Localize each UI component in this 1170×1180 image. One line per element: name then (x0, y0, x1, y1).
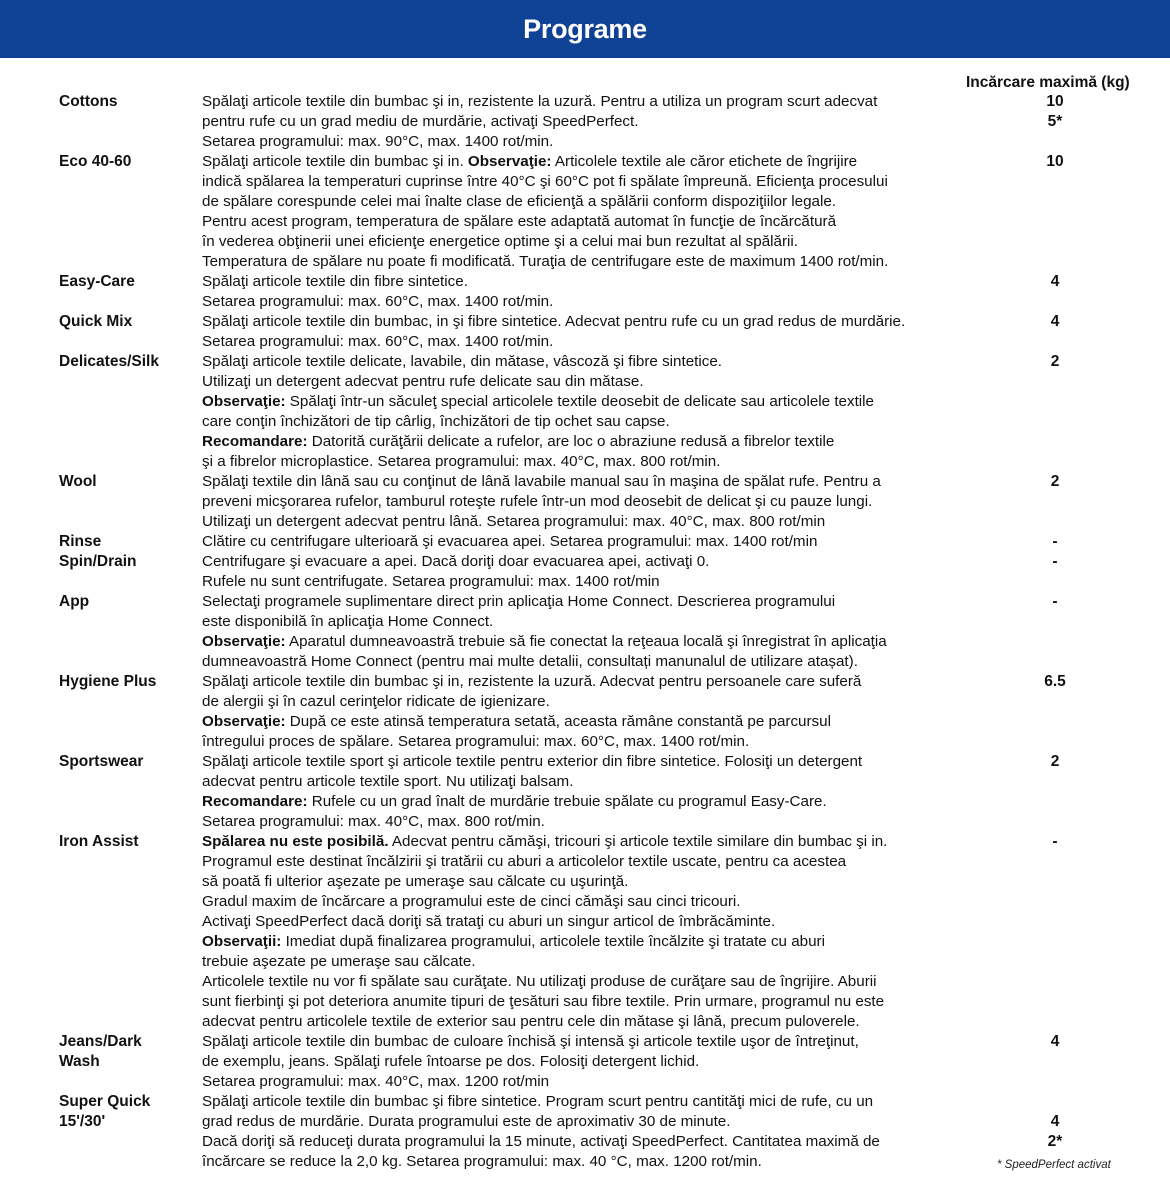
description-text: Spălaţi articole textile din bumbac, in şi fibre sintetice. Adecvat pentru rufe cu un grad redus de murdărie. (202, 313, 906, 330)
program-description (202, 773, 573, 790)
description-line (0, 552, 1170, 572)
description-text: Gradul maxim de încărcare a programului este de cinci cămăşi sau cinci tricouri. (202, 893, 741, 910)
description-line (0, 752, 1170, 772)
program-description (202, 753, 862, 770)
description-line (0, 312, 1170, 332)
description-line (0, 812, 1170, 832)
description-text: Selectaţi programele suplimentare direct prin aplicaţia Home Connect. Descrierea programului (202, 593, 836, 610)
description-text: Setarea programului: max. 40°C, max. 1200 rot/min (202, 1073, 550, 1090)
description-line (0, 512, 1170, 532)
description-line (0, 92, 1170, 112)
description-text: Setarea programului: max. 40°C, max. 800 rot/min. (202, 813, 545, 830)
program-description (202, 833, 887, 850)
description-text: şi a fibrelor microplastice. Setarea programului: max. 40°C, max. 800 rot/min. (202, 453, 721, 470)
program-description (202, 1133, 880, 1150)
description-line (0, 532, 1170, 552)
description-text: Spălaţi articole textile din fibre sintetice. (202, 273, 468, 290)
program-description (202, 1013, 860, 1030)
description-text: Programul este destinat încălzirii şi tratării cu aburi a articolelor textile uscate, pentru ca acestea (202, 853, 847, 870)
description-line (0, 392, 1170, 412)
program-row (0, 592, 1170, 672)
program-description (202, 673, 861, 690)
program-description (202, 1113, 730, 1130)
description-text: Rufele cu un grad înalt de murdărie trebuie spălate cu programul Easy-Care. (307, 793, 827, 810)
program-description (202, 973, 877, 990)
program-row (0, 152, 1170, 272)
program-description (202, 193, 836, 210)
description-text: trebuie aşezate pe umeraşe sau călcate. (202, 953, 476, 970)
description-line (0, 132, 1170, 152)
program-description (202, 573, 660, 590)
description-text: Dacă doriţi să reduceţi durata programului la 15 minute, activaţi SpeedPerfect. Cantitatea maximă de (202, 1133, 880, 1150)
program-description (202, 913, 775, 930)
description-text: Utilizaţi un detergent adecvat pentru lână. Setarea programului: max. 40°C, max. 800 rot/min (202, 513, 826, 530)
program-description (202, 233, 798, 250)
program-description (202, 633, 887, 650)
description-text: este disponibilă în aplicaţia Home Connect. (202, 613, 494, 630)
description-line (0, 272, 1170, 292)
description-line (0, 1032, 1170, 1052)
program-description (202, 933, 825, 950)
program-description (202, 733, 749, 750)
note-label: Spălarea nu este posibilă. (202, 833, 389, 850)
description-text: care conţin închizători de tip cârlig, închizători de tip ochet sau capse. (202, 413, 670, 430)
max-load-value: - (1052, 593, 1058, 610)
program-description (202, 593, 835, 610)
description-text: preveni micşorarea rufelor, tamburul roteşte rufele într-un mod deosebit de delicat şi cu pauze lungi. (202, 493, 873, 510)
description-line (0, 1072, 1170, 1092)
description-text: Clătire cu centrifugare ulterioară şi evacuarea apei. Setarea programului: max. 1400 rot/min (202, 533, 818, 550)
description-text: Spălaţi într-un săculeţ special articolele textile deosebit de delicate sau articolele textile (285, 393, 874, 410)
description-text: Adecvat pentru cămăşi, tricouri şi articole textile similare din bumbac şi in. (388, 833, 888, 850)
note-label: Observaţie: (202, 713, 286, 730)
max-load-value: 4 (1050, 273, 1060, 290)
program-name-line: Delicates/Silk (59, 353, 159, 370)
description-text: Aparatul dumneavoastră trebuie să fie conectat la reţeaua locală şi înregistrat în aplicaţia (285, 633, 887, 650)
description-line (0, 872, 1170, 892)
description-line (0, 792, 1170, 812)
program-name-line: App (59, 593, 90, 610)
program-description (202, 1073, 549, 1090)
program-description (202, 813, 545, 830)
description-line (0, 472, 1170, 492)
max-load-value: 2 (1050, 353, 1060, 370)
program-description (202, 613, 493, 630)
program-description (202, 333, 553, 350)
description-text: să poată fi ulterior aşezate pe umeraşe sau călcate cu uşurinţă. (202, 873, 629, 890)
program-description (202, 273, 468, 290)
description-text: Centrifugare şi evacuare a apei. Dacă doriţi doar evacuarea apei, activaţi 0. (202, 553, 710, 570)
description-text: pentru rufe cu un grad mediu de murdărie, activaţi SpeedPerfect. (202, 113, 639, 130)
note-label: Observaţii: (202, 933, 282, 950)
program-description (202, 1053, 699, 1070)
note-label: Recomandare: (202, 793, 308, 810)
description-text: Spălaţi articole textile delicate, lavabile, din mătase, vâscoză şi fibre sintetice. (202, 353, 723, 370)
description-line (0, 212, 1170, 232)
program-description (202, 1153, 762, 1170)
description-line (0, 932, 1170, 952)
description-text: Spălaţi articole textile din bumbac şi in, rezistente la uzură. Pentru a utiliza un program scurt adecvat (202, 93, 878, 110)
description-line (0, 672, 1170, 692)
description-line (0, 1052, 1170, 1072)
description-text: După ce este atinsă temperatura setată, aceasta rămâne constantă pe parcursul (285, 713, 831, 730)
description-text: Spălaţi articole textile din bumbac de culoare închisă şi intensă şi articole textile uşor de întreţinut, (202, 1033, 859, 1050)
program-name-line: Spin/Drain (59, 553, 137, 570)
program-description (202, 493, 872, 510)
max-load-value: 2* (1047, 1133, 1063, 1150)
description-text: adecvat pentru articolele textile de exterior sau pentru cele din mătase şi lână, precum puloverele. (202, 1013, 860, 1030)
program-name-line: Wash (59, 1053, 100, 1070)
program-description (202, 133, 553, 150)
description-text: Spălaţi articole textile sport şi articole textile pentru exterior din fibre sintetice. Folosiţi un detergent (202, 753, 863, 770)
program-description (202, 893, 741, 910)
program-name-line: Iron Assist (59, 833, 139, 850)
description-line (0, 152, 1170, 172)
program-name-line: Super Quick (59, 1093, 151, 1110)
description-text: Setarea programului: max. 90°C, max. 1400 rot/min. (202, 133, 554, 150)
description-line (0, 652, 1170, 672)
description-text: Imediat după finalizarea programului, articolele textile încălzite şi tratate cu aburi (281, 933, 825, 950)
program-description (202, 293, 553, 310)
description-text: Setarea programului: max. 60°C, max. 1400 rot/min. (202, 333, 554, 350)
max-load-value: 10 (1046, 93, 1064, 110)
description-text: în vederea obţinerii unei eficienţe energetice optime şi a celui mai bun rezultat al spălării. (202, 233, 799, 250)
description-text: de exemplu, jeans. Spălaţi rufele întoarse pe dos. Folosiţi detergent lichid. (202, 1053, 700, 1070)
program-description (202, 313, 905, 330)
program-row (0, 312, 1170, 352)
max-load-value: - (1052, 533, 1058, 550)
program-description (202, 393, 874, 410)
program-row (0, 472, 1170, 532)
description-line (0, 292, 1170, 312)
description-text: Activaţi SpeedPerfect dacă doriţi să trataţi cu aburi un singur articol de îmbrăcăminte. (202, 913, 776, 930)
max-load-value: 6.5 (1044, 673, 1066, 690)
program-name-line: Rinse (59, 533, 102, 550)
description-text: dumneavoastră Home Connect (pentru mai multe detalii, consultați manunalul de utilizare atașat). (202, 653, 858, 670)
program-description (202, 853, 846, 870)
description-line (0, 612, 1170, 632)
description-text: Temperatura de spălare nu poate fi modificată. Turaţia de centrifugare este de maximum 1400 rot/min. (202, 253, 889, 270)
description-line (0, 252, 1170, 272)
max-load-value: 4 (1050, 1033, 1060, 1050)
max-load-value: 10 (1046, 153, 1064, 170)
program-description (202, 1093, 873, 1110)
description-text: Articolele textile ale căror etichete de îngrijire (551, 153, 858, 170)
description-text: Spălaţi articole textile din bumbac şi in. (202, 153, 468, 170)
program-name-line: Easy-Care (59, 273, 135, 290)
description-text: Rufele nu sunt centrifugate. Setarea programului: max. 1400 rot/min (202, 573, 660, 590)
description-line (0, 172, 1170, 192)
program-description (202, 513, 825, 530)
program-description (202, 373, 644, 390)
max-load-value: 4 (1050, 1113, 1060, 1130)
description-line (0, 952, 1170, 972)
description-text: indică spălarea la temperaturi cuprinse între 40°C şi 60°C pot fi spălate împreună. Eficienţa procesului (202, 173, 888, 190)
program-row (0, 752, 1170, 832)
description-line (0, 332, 1170, 352)
note-label: Recomandare: (202, 433, 308, 450)
program-description (202, 993, 884, 1010)
note-label: Observaţie: (202, 633, 286, 650)
program-description (202, 213, 836, 230)
program-description (202, 433, 834, 450)
description-text: de spălare corespunde celei mai înalte clase de eficienţă a spălării conform dispoziţiilor legale. (202, 193, 837, 210)
program-name-line: Quick Mix (59, 313, 133, 330)
description-line (0, 452, 1170, 472)
description-line (0, 972, 1170, 992)
description-line (0, 712, 1170, 732)
programs-table (0, 92, 1170, 1172)
description-line (0, 632, 1170, 652)
description-line (0, 692, 1170, 712)
program-description (202, 793, 827, 810)
program-description (202, 553, 709, 570)
program-description (202, 953, 476, 970)
description-line (0, 372, 1170, 392)
description-text: sunt fierbinţi şi pot deteriora anumite tipuri de ţesături sau fibre textile. Prin urmare, programul nu este (202, 993, 885, 1010)
description-text: Setarea programului: max. 60°C, max. 1400 rot/min. (202, 293, 554, 310)
description-line (0, 112, 1170, 132)
max-load-value: - (1052, 553, 1058, 570)
description-text: Utilizaţi un detergent adecvat pentru rufe delicate sau din mătase. (202, 373, 644, 390)
program-row (0, 672, 1170, 752)
program-description (202, 873, 628, 890)
program-description (202, 153, 857, 170)
description-text: adecvat pentru articole textile sport. Nu utilizaţi balsam. (202, 773, 574, 790)
description-line (0, 592, 1170, 612)
program-description (202, 653, 858, 670)
program-name-line: Cottons (59, 93, 118, 110)
program-name-line: Sportswear (59, 753, 144, 770)
description-line (0, 412, 1170, 432)
page-title: Programe (523, 13, 647, 44)
program-row (0, 532, 1170, 552)
program-row (0, 1032, 1170, 1092)
description-line (0, 832, 1170, 852)
program-name-line: Wool (59, 473, 97, 490)
description-text: Pentru acest program, temperatura de spălare este adaptată automat în funcţie de încărcătură (202, 213, 837, 230)
program-row (0, 272, 1170, 312)
program-row (0, 1092, 1170, 1172)
description-line (0, 572, 1170, 592)
description-text: Spălaţi articole textile din bumbac şi fibre sintetice. Program scurt pentru cantităţi mici de rufe, cu un (202, 1093, 874, 1110)
description-text: încărcare se reduce la 2,0 kg. Setarea programului: max. 40 °C, max. 1200 rot/min. (202, 1153, 762, 1170)
page-header (0, 0, 1170, 58)
description-line (0, 1112, 1170, 1132)
max-load-value: 2 (1050, 753, 1060, 770)
program-description (202, 1033, 859, 1050)
description-line (0, 772, 1170, 792)
description-text: Spălaţi textile din lână sau cu conţinut de lână lavabile manual sau în maşina de spălat rufe. Pentru a (202, 473, 881, 490)
program-description (202, 113, 638, 130)
description-line (0, 1132, 1170, 1152)
program-description (202, 173, 888, 190)
max-load-value: - (1052, 833, 1058, 850)
max-load-value: 5* (1047, 113, 1063, 130)
description-line (0, 492, 1170, 512)
program-name-line: 15'/30' (59, 1113, 106, 1130)
program-description (202, 93, 877, 110)
program-description (202, 533, 817, 550)
program-name-line: Eco 40-60 (59, 153, 132, 170)
description-line (0, 1152, 1170, 1172)
program-row (0, 552, 1170, 592)
description-text: întregului proces de spălare. Setarea programului: max. 60°C, max. 1400 rot/min. (202, 733, 750, 750)
description-text: Spălaţi articole textile din bumbac şi in, rezistente la uzură. Adecvat pentru persoanele care suferă (202, 673, 862, 690)
description-line (0, 892, 1170, 912)
program-row (0, 352, 1170, 472)
description-text: de alergii şi în cazul cerinţelor ridicate de igienizare. (202, 693, 550, 710)
description-line (0, 1092, 1170, 1112)
description-line (0, 912, 1170, 932)
description-text: Datorită curăţării delicate a rufelor, are loc o abraziune redusă a fibrelor textile (307, 433, 835, 450)
program-name-line: Jeans/Dark (59, 1033, 142, 1050)
description-line (0, 992, 1170, 1012)
program-description (202, 693, 550, 710)
description-line (0, 852, 1170, 872)
max-load-value: 4 (1050, 313, 1060, 330)
program-description (202, 413, 670, 430)
description-line (0, 192, 1170, 212)
program-description (202, 453, 720, 470)
note-label: Observaţie: (467, 153, 552, 170)
description-text: Articolele textile nu vor fi spălate sau curăţate. Nu utilizaţi produse de curăţare sau de îngrijire. Aburii (202, 973, 877, 990)
speedperfect-footnote: * SpeedPerfect activat (997, 1159, 1111, 1171)
program-row (0, 832, 1170, 1032)
note-label: Observaţie: (202, 393, 286, 410)
description-text: grad redus de murdărie. Durata programului este de aproximativ 30 de minute. (202, 1113, 731, 1130)
program-name-line: Hygiene Plus (59, 673, 157, 690)
program-description (202, 353, 722, 370)
max-load-value: 2 (1050, 473, 1060, 490)
program-description (202, 473, 881, 490)
description-line (0, 432, 1170, 452)
description-line (0, 352, 1170, 372)
program-row (0, 92, 1170, 152)
max-load-column-header: Incărcare maximă (kg) (966, 74, 1130, 91)
description-line (0, 1012, 1170, 1032)
description-line (0, 732, 1170, 752)
description-line (0, 232, 1170, 252)
program-description (202, 713, 831, 730)
program-description (202, 253, 888, 270)
